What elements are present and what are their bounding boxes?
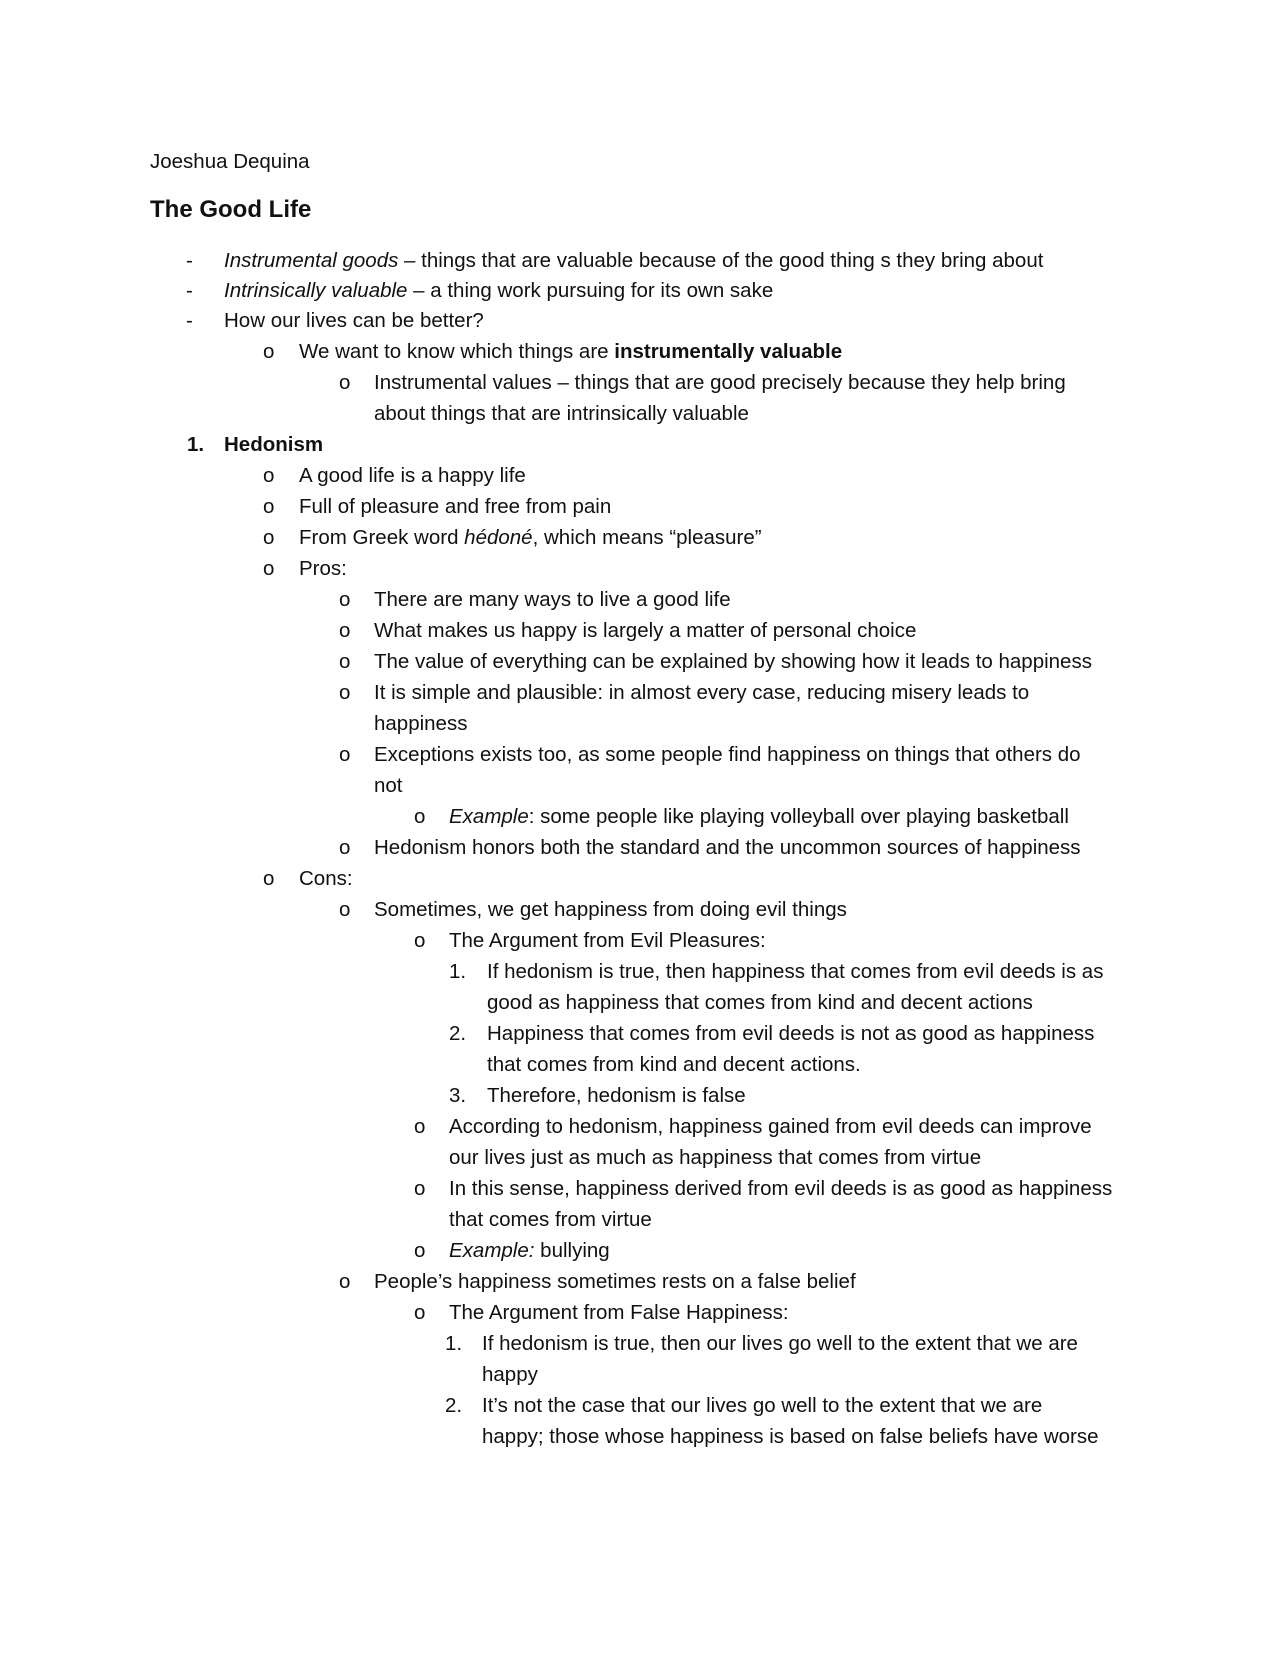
- circle-bullet: o: [339, 650, 351, 673]
- list-text: It is simple and plausible: in almost every case, reducing misery leads to: [374, 681, 1030, 704]
- list-text: Instrumental values – things that are good precisely because they help bring: [374, 371, 1066, 394]
- bold-term: instrumentally valuable: [614, 340, 843, 363]
- list-text: happy; those whose happiness is based on false beliefs have worse: [482, 1425, 1099, 1448]
- circle-bullet: o: [414, 1239, 426, 1262]
- circle-bullet: o: [263, 340, 275, 363]
- list-text: , which means “pleasure”: [532, 526, 762, 549]
- list-text: If hedonism is true, then our lives go well to the extent that we are: [482, 1332, 1078, 1355]
- circle-bullet: o: [263, 464, 275, 487]
- list-text: that comes from virtue: [449, 1208, 652, 1231]
- argument-title: The Argument from False Happiness:: [449, 1301, 789, 1324]
- pros-label: Pros:: [299, 557, 347, 580]
- item-number: 1.: [449, 960, 467, 983]
- circle-bullet: o: [339, 681, 351, 704]
- circle-bullet: o: [339, 836, 351, 859]
- item-number: 1.: [445, 1332, 463, 1355]
- list-text: : some people like playing volleyball over playing basketball: [528, 805, 1069, 828]
- circle-bullet: o: [339, 371, 351, 394]
- list-text: It’s not the case that our lives go well to the extent that we are: [482, 1394, 1043, 1417]
- list-text: Exceptions exists too, as some people find happiness on things that others do: [374, 743, 1081, 766]
- document-title: The Good Life: [150, 196, 312, 223]
- item-number: 2.: [449, 1022, 467, 1045]
- circle-bullet: o: [414, 1115, 426, 1138]
- circle-bullet: o: [414, 1301, 426, 1324]
- list-text: Hedonism honors both the standard and the uncommon sources of happiness: [374, 836, 1081, 859]
- dash-bullet: -: [186, 249, 193, 272]
- example-label: Example:: [449, 1239, 535, 1262]
- list-text: happiness: [374, 712, 468, 735]
- circle-bullet: o: [339, 1270, 351, 1293]
- circle-bullet: o: [339, 743, 351, 766]
- list-text: From Greek word: [299, 526, 465, 549]
- list-text: that comes from kind and decent actions.: [487, 1053, 861, 1076]
- list-text: According to hedonism, happiness gained from evil deeds can improve: [449, 1115, 1092, 1138]
- example-label: Example: [449, 805, 529, 828]
- list-text: In this sense, happiness derived from evil deeds is as good as happiness: [449, 1177, 1113, 1200]
- argument-title: The Argument from Evil Pleasures:: [449, 929, 766, 952]
- term-intrinsically-valuable: Intrinsically valuable: [224, 279, 408, 302]
- list-text: not: [374, 774, 403, 797]
- list-text: We want to know which things are: [299, 340, 615, 363]
- circle-bullet: o: [414, 929, 426, 952]
- dash-bullet: -: [186, 279, 193, 302]
- definition-text: – things that are valuable because of the good thing s they bring about: [398, 249, 1044, 272]
- list-text: There are many ways to live a good life: [374, 588, 731, 611]
- author-name: Joeshua Dequina: [150, 150, 310, 173]
- circle-bullet: o: [414, 1177, 426, 1200]
- circle-bullet: o: [339, 619, 351, 642]
- section-number: 1.: [187, 433, 205, 456]
- list-text: Full of pleasure and free from pain: [299, 495, 612, 518]
- circle-bullet: o: [339, 898, 351, 921]
- cons-label: Cons:: [299, 867, 353, 890]
- circle-bullet: o: [263, 557, 275, 580]
- list-text: Sometimes, we get happiness from doing evil things: [374, 898, 847, 921]
- item-number: 3.: [449, 1084, 467, 1107]
- list-text: bullying: [534, 1239, 610, 1262]
- list-text: our lives just as much as happiness that comes from virtue: [449, 1146, 982, 1169]
- list-text: happy: [482, 1363, 538, 1386]
- list-text: A good life is a happy life: [299, 464, 526, 487]
- list-text: about things that are intrinsically valuable: [374, 402, 749, 425]
- circle-bullet: o: [263, 495, 275, 518]
- term-instrumental-goods: Instrumental goods: [224, 249, 399, 272]
- circle-bullet: o: [339, 588, 351, 611]
- list-text: good as happiness that comes from kind and decent actions: [487, 991, 1033, 1014]
- list-text: Therefore, hedonism is false: [487, 1084, 746, 1107]
- circle-bullet: o: [263, 526, 275, 549]
- list-text: The value of everything can be explained by showing how it leads to happiness: [374, 650, 1092, 673]
- definition-text: – a thing work pursuing for its own sake: [407, 279, 774, 302]
- list-text: Happiness that comes from evil deeds is not as good as happiness: [487, 1022, 1095, 1045]
- item-number: 2.: [445, 1394, 463, 1417]
- list-text: If hedonism is true, then happiness that comes from evil deeds is as: [487, 960, 1104, 983]
- circle-bullet: o: [263, 867, 275, 890]
- circle-bullet: o: [414, 805, 426, 828]
- dash-bullet: -: [186, 309, 193, 332]
- greek-word: hédoné: [464, 526, 533, 549]
- list-text: What makes us happy is largely a matter of personal choice: [374, 619, 917, 642]
- list-text: How our lives can be better?: [224, 309, 484, 332]
- section-title: Hedonism: [224, 433, 324, 456]
- list-text: People’s happiness sometimes rests on a false belief: [374, 1270, 856, 1293]
